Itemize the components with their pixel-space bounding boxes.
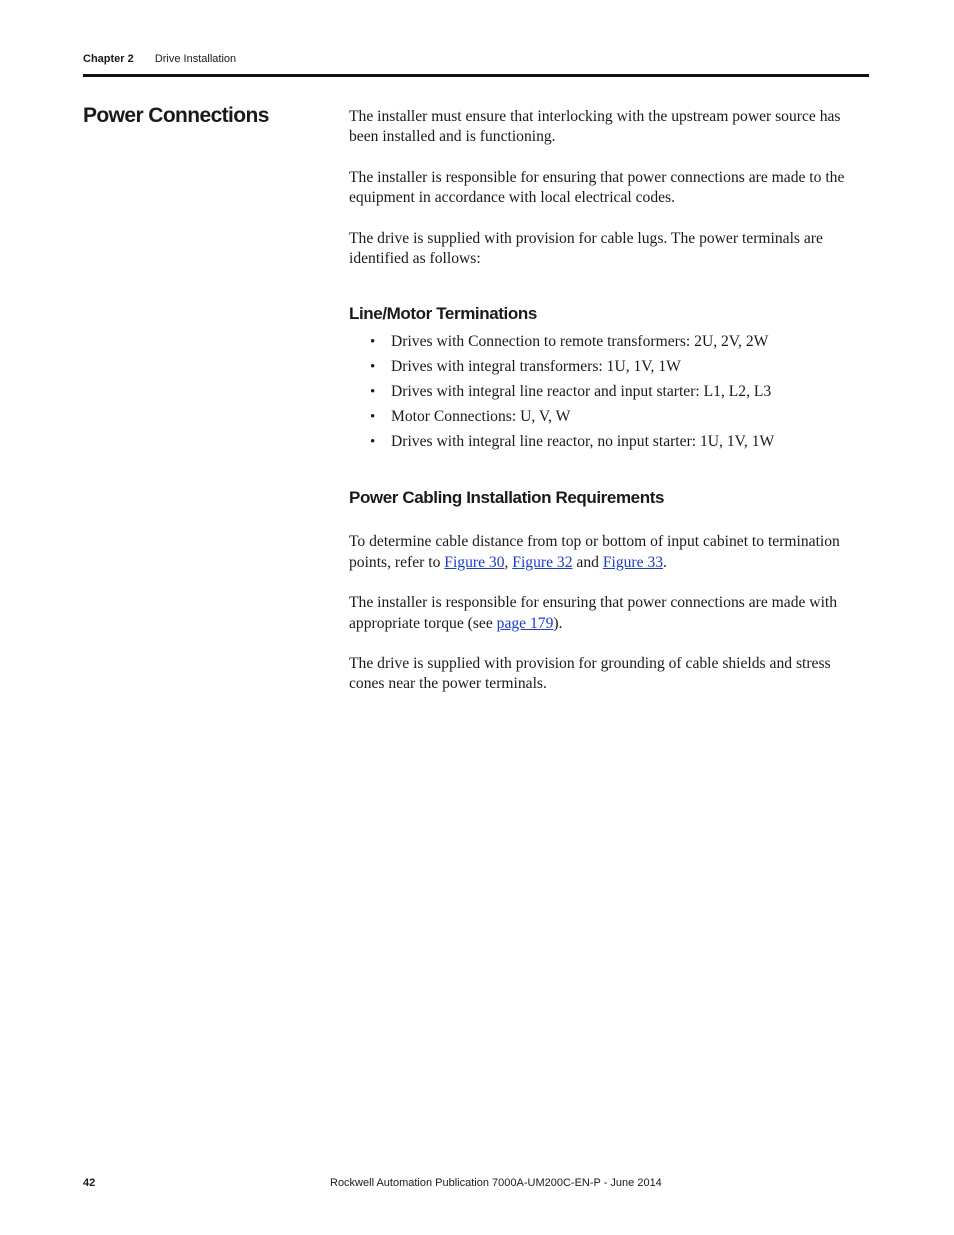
running-header bbox=[83, 53, 236, 65]
figure-33-link[interactable]: Figure 33 bbox=[602, 553, 664, 571]
publication-info: Rockwell Automation Publication 7000A-UM200C-EN-P - June 2014 bbox=[330, 1177, 662, 1189]
figure-32-link[interactable]: Figure 32 bbox=[512, 553, 573, 571]
page-179-link[interactable]: page 179 bbox=[496, 614, 554, 632]
figure-30-link[interactable]: Figure 30 bbox=[444, 553, 505, 571]
list-item: • Drives with integral transformers: 1U, 1V, 1W bbox=[349, 357, 869, 382]
line-motor-heading: Line/Motor Terminations bbox=[349, 304, 537, 324]
cabling-paragraph-2: The installer is responsible for ensuring that power connections are made with appropriate torque (see page 179). bbox=[349, 594, 838, 632]
section-label: Drive Installation bbox=[154, 53, 237, 65]
list-item: • Drives with Connection to remote transformers: 2U, 2V, 2W bbox=[349, 332, 869, 357]
cabling-paragraph-1: To determine cable distance from top or bottom of input cabinet to termination points, refer to Figure 30, Figure 32 and Figure 33. bbox=[349, 533, 840, 571]
page-title: Power Connections bbox=[83, 104, 269, 127]
intro-paragraph-2: The installer is responsible for ensuring that power connections are made to the equipment in accordance with local electrical codes. bbox=[349, 168, 845, 207]
terminations-list bbox=[349, 332, 869, 457]
intro-paragraph-1: The installer must ensure that interlocking with the upstream power source has been installed and is functioning. bbox=[349, 108, 841, 146]
main-content bbox=[349, 107, 869, 715]
intro-paragraph-3: The drive is supplied with provision for cable lugs. The power terminals are identified as follows: bbox=[349, 229, 823, 268]
list-item: • Drives with integral line reactor, no input starter: 1U, 1V, 1W bbox=[349, 432, 869, 457]
cabling-heading: Power Cabling Installation Requirements bbox=[349, 488, 665, 508]
header-rule bbox=[83, 74, 869, 77]
list-item: • Motor Connections: U, V, W bbox=[349, 407, 869, 432]
page-number: 42 bbox=[83, 1177, 96, 1189]
chapter-label: Chapter 2 bbox=[83, 53, 134, 65]
list-item: • Drives with integral line reactor and input starter: L1, L2, L3 bbox=[349, 382, 869, 407]
cabling-paragraph-3: The drive is supplied with provision for grounding of cable shields and stress cones near the power terminals. bbox=[349, 655, 831, 693]
